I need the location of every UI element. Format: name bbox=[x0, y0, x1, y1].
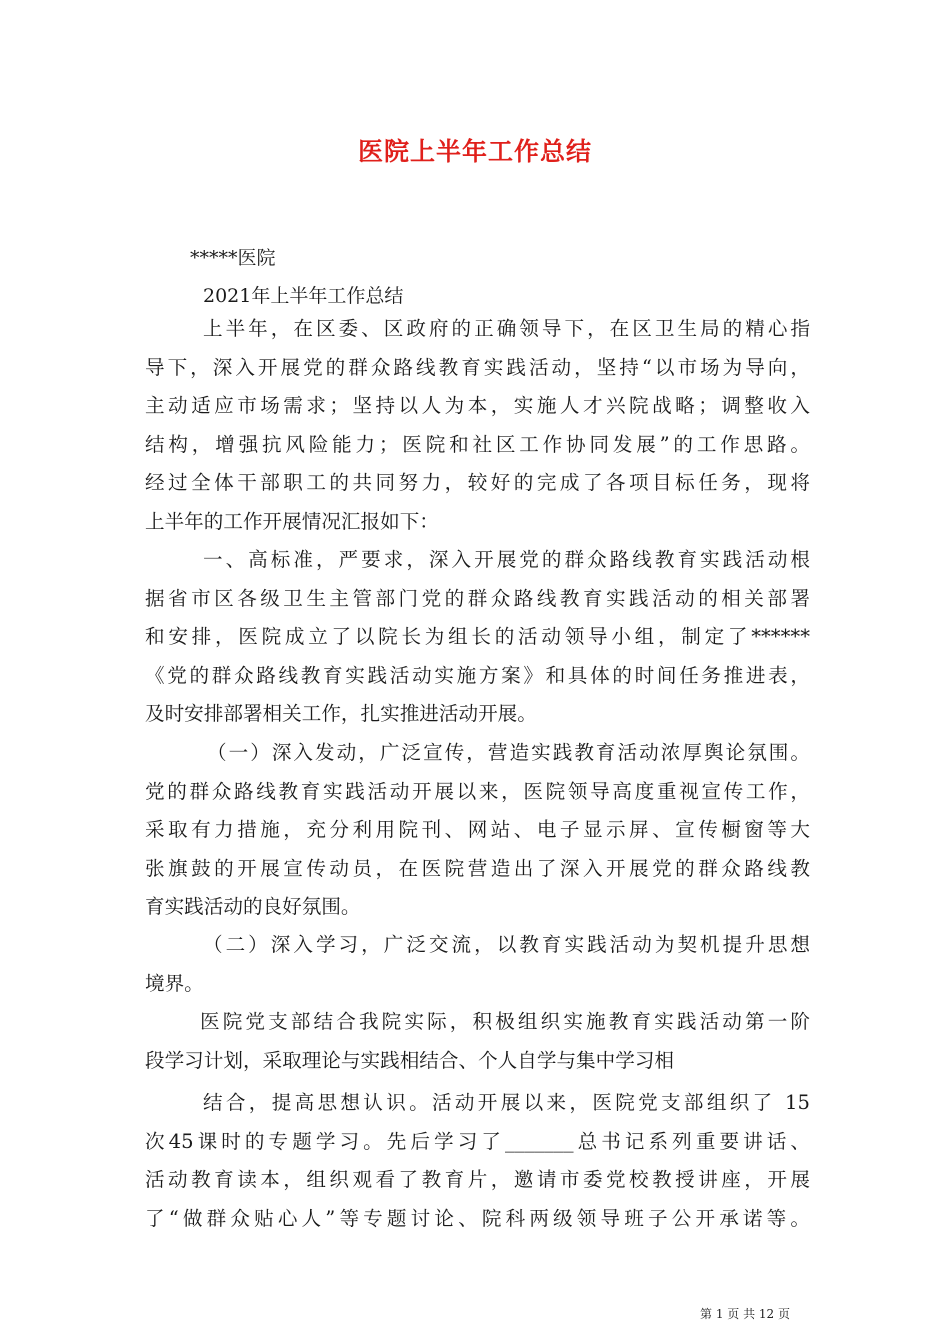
text-line: 主动适应市场需求；坚持以人为本，实施人才兴院战略；调整收入 bbox=[145, 394, 810, 417]
paragraph-subsection-1 bbox=[145, 734, 810, 927]
text-line: 张旗鼓的开展宣传动员，在医院营造出了深入开展党的群众路线教 bbox=[145, 856, 810, 880]
text-line: 了“做群众贴心人”等专题讨论、院科两级领导班子公开承诺等。 bbox=[145, 1206, 810, 1230]
text-line: 上半年，在区委、区政府的正确领导下，在区卫生局的精心指 bbox=[203, 317, 810, 340]
document-title: 医院上半年工作总结 bbox=[357, 137, 592, 166]
paragraph-section-1 bbox=[145, 541, 810, 734]
text-line: 结构，增强抗风险能力；医院和社区工作协同发展”的工作思路。 bbox=[145, 432, 810, 456]
text-line: 党的群众路线教育实践活动开展以来，医院领导高度重视宣传工作， bbox=[145, 779, 810, 803]
text-line: 境界。 bbox=[145, 971, 204, 995]
text-line: 采取有力措施，充分利用院刊、网站、电子显示屏、宣传橱窗等大 bbox=[145, 818, 810, 841]
document-subtitle: 2021年上半年工作总结 bbox=[203, 285, 404, 307]
text-line: 育实践活动的良好氛围。 bbox=[145, 895, 361, 918]
text-line: 次45课时的专题学习。先后学习了_______总书记系列重要讲话、 bbox=[145, 1129, 810, 1153]
text-line: 一、高标准，严要求，深入开展党的群众路线教育实践活动根 bbox=[203, 548, 810, 571]
organization-name: *****医院 bbox=[190, 247, 276, 269]
text-line: 及时安排部署相关工作，扎实推进活动开展。 bbox=[145, 702, 537, 725]
text-line: （一）深入发动，广泛宣传，营造实践教育活动浓厚舆论氛围。 bbox=[207, 741, 810, 764]
text-line: 据省市区各级卫生主管部门党的群众路线教育实践活动的相关部署 bbox=[145, 586, 810, 610]
text-line: 和安排，医院成立了以院长为组长的活动领导小组，制定了****** bbox=[145, 625, 810, 648]
text-line: 导下，深入开展党的群众路线教育实践活动，坚持“以市场为导向， bbox=[145, 355, 810, 379]
paragraph-intro bbox=[145, 310, 810, 541]
text-line: 《党的群众路线教育实践活动实施方案》和具体的时间任务推进表， bbox=[145, 663, 810, 687]
text-line: 经过全体干部职工的共同努力，较好的完成了各项目标任务，现将 bbox=[145, 471, 810, 494]
paragraph-study-plan bbox=[145, 1003, 810, 1080]
text-line: 结合，提高思想认识。活动开展以来，医院党支部组织了 15 bbox=[203, 1091, 810, 1114]
text-line: 上半年的工作开展情况汇报如下： bbox=[145, 509, 439, 533]
text-line: 医院党支部结合我院实际，积极组织实施教育实践活动第一阶 bbox=[200, 1010, 810, 1033]
text-line: 段学习计划，采取理论与实践相结合、个人自学与集中学习相 bbox=[145, 1048, 675, 1072]
text-line: （二）深入学习，广泛交流，以教育实践活动为契机提升思想 bbox=[203, 933, 810, 956]
page-number: 第 1 页 共 12 页 bbox=[700, 1307, 790, 1321]
text-line: 活动教育读本，组织观看了教育片，邀请市委党校教授讲座，开展 bbox=[145, 1168, 810, 1191]
paragraph-subsection-2 bbox=[145, 926, 810, 1003]
paragraph-study-results bbox=[145, 1084, 810, 1238]
